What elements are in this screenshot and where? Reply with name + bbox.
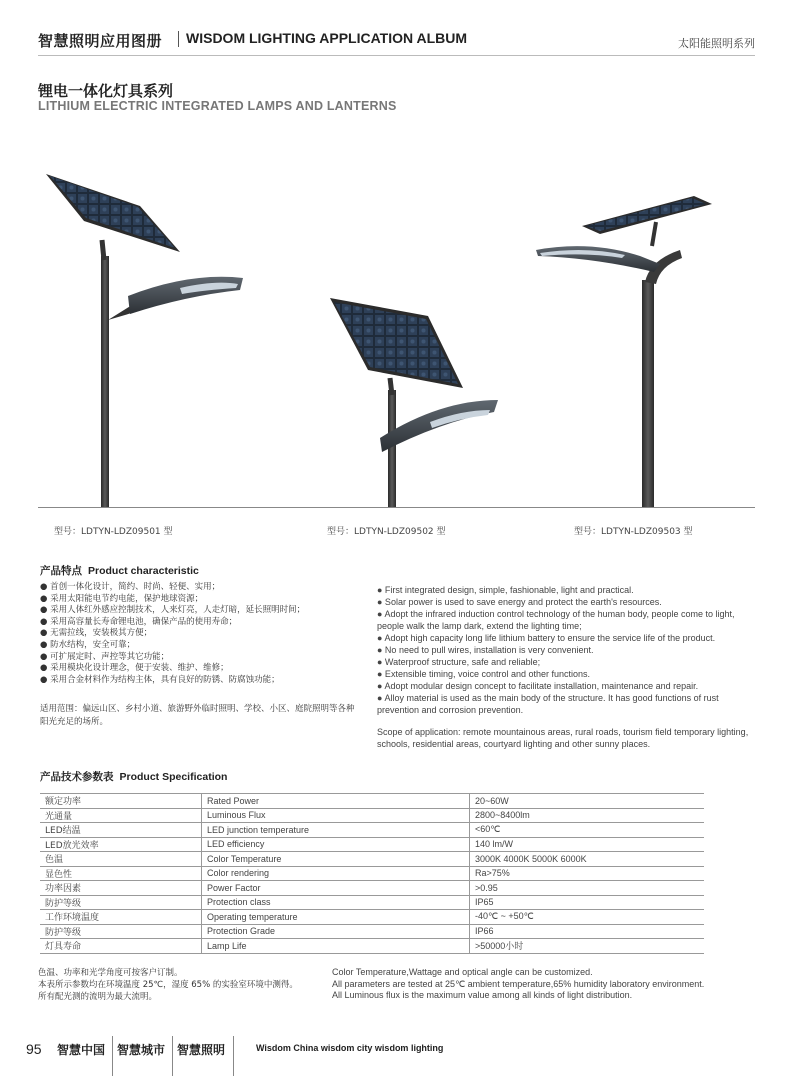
spec-param-cn: 功率因素: [40, 881, 202, 896]
product-photos: [0, 160, 793, 510]
characteristic-list-en: [377, 584, 757, 716]
spec-param-cn: LED结温: [40, 823, 202, 838]
spec-value: 3000K 4000K 5000K 6000K: [470, 852, 705, 867]
spec-param-en: LED efficiency: [202, 837, 470, 852]
list-item: ● 采用模块化设计理念，便于安装、维护、维修；: [40, 663, 229, 674]
notes-cn: [38, 967, 328, 1003]
spec-param-cn: 光通量: [40, 808, 202, 823]
list-item: ● 采用人体红外感应控制技术，人来灯亮，人走灯暗，延长照明时间；: [40, 605, 306, 616]
series-label: 太阳能照明系列: [678, 37, 755, 50]
spec-value: IP65: [470, 895, 705, 910]
ground-line: [38, 507, 755, 508]
list-item: ● Adopt the infrared induction control technology of the human body, people come to light, people walk the lamp dark, extend the lighting time;: [377, 609, 735, 631]
spec-param-en: Rated Power: [202, 794, 470, 809]
characteristic-title-en: Product characteristic: [88, 565, 199, 577]
spec-value: >50000小时: [470, 939, 705, 954]
table-row: [40, 852, 704, 867]
section-title-en: LITHIUM ELECTRIC INTEGRATED LAMPS AND LANTERNS: [38, 99, 397, 113]
footer-slogan-2: 智慧城市: [117, 1043, 166, 1057]
list-item: ● No need to pull wires, installation is very convenient.: [377, 645, 594, 655]
spec-value: >0.95: [470, 881, 705, 896]
note-line: Color Temperature,Wattage and optical angle can be customized.: [332, 967, 593, 977]
table-row: [40, 910, 704, 925]
spec-param-en: Protection class: [202, 895, 470, 910]
model-label-1: 型号：LDTYN-LDZ09501 型: [54, 527, 173, 537]
list-item: ● 首创一体化设计，简约、时尚、轻便、实用；: [40, 582, 221, 592]
note-line: 所有配光测的流明为最大流明。: [38, 992, 158, 1002]
application-scope-en: Scope of application: remote mountainous areas, rural roads, tourism field temporary lighting, schools, residential areas, courtyard lighting and other sunny places.: [377, 727, 749, 749]
spec-param-cn: 防护等级: [40, 924, 202, 939]
list-item: ● Adopt modular design concept to facilitate installation, maintenance and repair.: [377, 681, 699, 691]
spec-param-cn: 额定功率: [40, 794, 202, 809]
spec-value: 2800~8400lm: [470, 808, 705, 823]
spec-param-cn: 显色性: [40, 866, 202, 881]
list-item: ● 采用太阳能电节约电能，保护地球资源；: [40, 593, 204, 604]
note-line: 色温、功率和光学角度可按客户订制。: [38, 968, 183, 978]
spec-table: [40, 793, 704, 954]
characteristic-title-cn: 产品特点: [40, 565, 82, 577]
notes-en: [332, 967, 712, 1002]
note-line: 本表所示参数均在环境温度 25℃，湿度 65% 的实验室环境中测得。: [38, 980, 298, 990]
note-line: All Luminous flux is the maximum value among all kinds of light distribution.: [332, 990, 633, 1000]
model-label-2: 型号：LDTYN-LDZ09502 型: [327, 527, 446, 537]
specification-title-en: Product Specification: [119, 771, 228, 783]
footer-divider: [112, 1036, 113, 1076]
spec-value: IP66: [470, 924, 705, 939]
footer-slogan-3: 智慧照明: [177, 1043, 226, 1057]
characteristic-heading: [40, 563, 199, 578]
spec-value: <60℃: [470, 823, 705, 838]
table-row: [40, 895, 704, 910]
table-row: [40, 924, 704, 939]
characteristic-list-cn: [40, 582, 360, 686]
table-row: [40, 794, 704, 809]
note-line: All parameters are tested at 25℃ ambient temperature,65% humidity laboratory environment.: [332, 978, 705, 989]
list-item: ● First integrated design, simple, fashionable, light and practical.: [377, 585, 634, 595]
table-row: [40, 881, 704, 896]
lamp-ldz09501-image: [46, 174, 243, 508]
list-item: ● Waterproof structure, safe and reliable;: [377, 657, 541, 667]
table-row: [40, 823, 704, 838]
spec-param-en: Luminous Flux: [202, 808, 470, 823]
header-rule: [38, 55, 755, 56]
footer-slogan-en: Wisdom China wisdom city wisdom lighting: [256, 1043, 444, 1053]
table-row: [40, 866, 704, 881]
spec-param-cn: 防护等级: [40, 895, 202, 910]
section-title-cn: 锂电一体化灯具系列: [38, 82, 174, 100]
lamp-ldz09503-image: [536, 196, 712, 508]
spec-param-cn: 色温: [40, 852, 202, 867]
table-row: [40, 939, 704, 954]
album-title-cn: 智慧照明应用图册: [38, 32, 163, 50]
specification-heading: [40, 769, 227, 784]
spec-value: -40℃ ~ +50℃: [470, 910, 705, 925]
spec-value: 20~60W: [470, 794, 705, 809]
spec-param-en: Color rendering: [202, 866, 470, 881]
application-scope-cn: 适用范围：偏远山区、乡村小道、旅游野外临时照明、学校、小区、庭院照明等各种阳光充足的场所。: [40, 704, 355, 727]
footer-divider: [233, 1036, 234, 1076]
spec-param-cn: LED放光效率: [40, 837, 202, 852]
spec-value: 140 lm/W: [470, 837, 705, 852]
page-number: 95: [26, 1041, 42, 1057]
spec-param-cn: 灯具寿命: [40, 939, 202, 954]
spec-param-en: Operating temperature: [202, 910, 470, 925]
header-divider: [178, 31, 179, 47]
list-item: ● Adopt high capacity long life lithium battery to ensure the service life of the product.: [377, 633, 716, 643]
list-item: ● 可扩展定时、声控等其它功能；: [40, 651, 170, 662]
model-label-3: 型号：LDTYN-LDZ09503 型: [574, 527, 693, 537]
spec-param-en: Lamp Life: [202, 939, 470, 954]
list-item: ● Alloy material is used as the main body of the structure. It has good functions of rust prevention and corrosion prevention.: [377, 693, 719, 715]
table-row: [40, 808, 704, 823]
footer-slogan-1: 智慧中国: [57, 1043, 106, 1057]
list-item: ● Solar power is used to save energy and protect the earth's resources.: [377, 597, 662, 607]
list-item: ● 无需拉线，安装极其方便；: [40, 628, 153, 639]
spec-value: Ra>75%: [470, 866, 705, 881]
album-title-en: WISDOM LIGHTING APPLICATION ALBUM: [186, 30, 468, 46]
spec-param-cn: 工作环境温度: [40, 910, 202, 925]
table-row: [40, 837, 704, 852]
spec-param-en: Protection Grade: [202, 924, 470, 939]
list-item: ● 防水结构，安全可靠；: [40, 639, 136, 650]
lamp-ldz09502-image: [330, 298, 498, 508]
list-item: ● Extensible timing, voice control and other functions.: [377, 669, 591, 679]
specification-title-cn: 产品技术参数表: [40, 771, 114, 783]
spec-param-en: LED junction temperature: [202, 823, 470, 838]
spec-param-en: Color Temperature: [202, 852, 470, 867]
footer-divider: [172, 1036, 173, 1076]
list-item: ● 采用合金材料作为结构主体，具有良好的防锈、防腐蚀功能；: [40, 674, 280, 685]
list-item: ● 采用高容量长寿命锂电池，确保产品的使用寿命；: [40, 616, 238, 627]
spec-param-en: Power Factor: [202, 881, 470, 896]
